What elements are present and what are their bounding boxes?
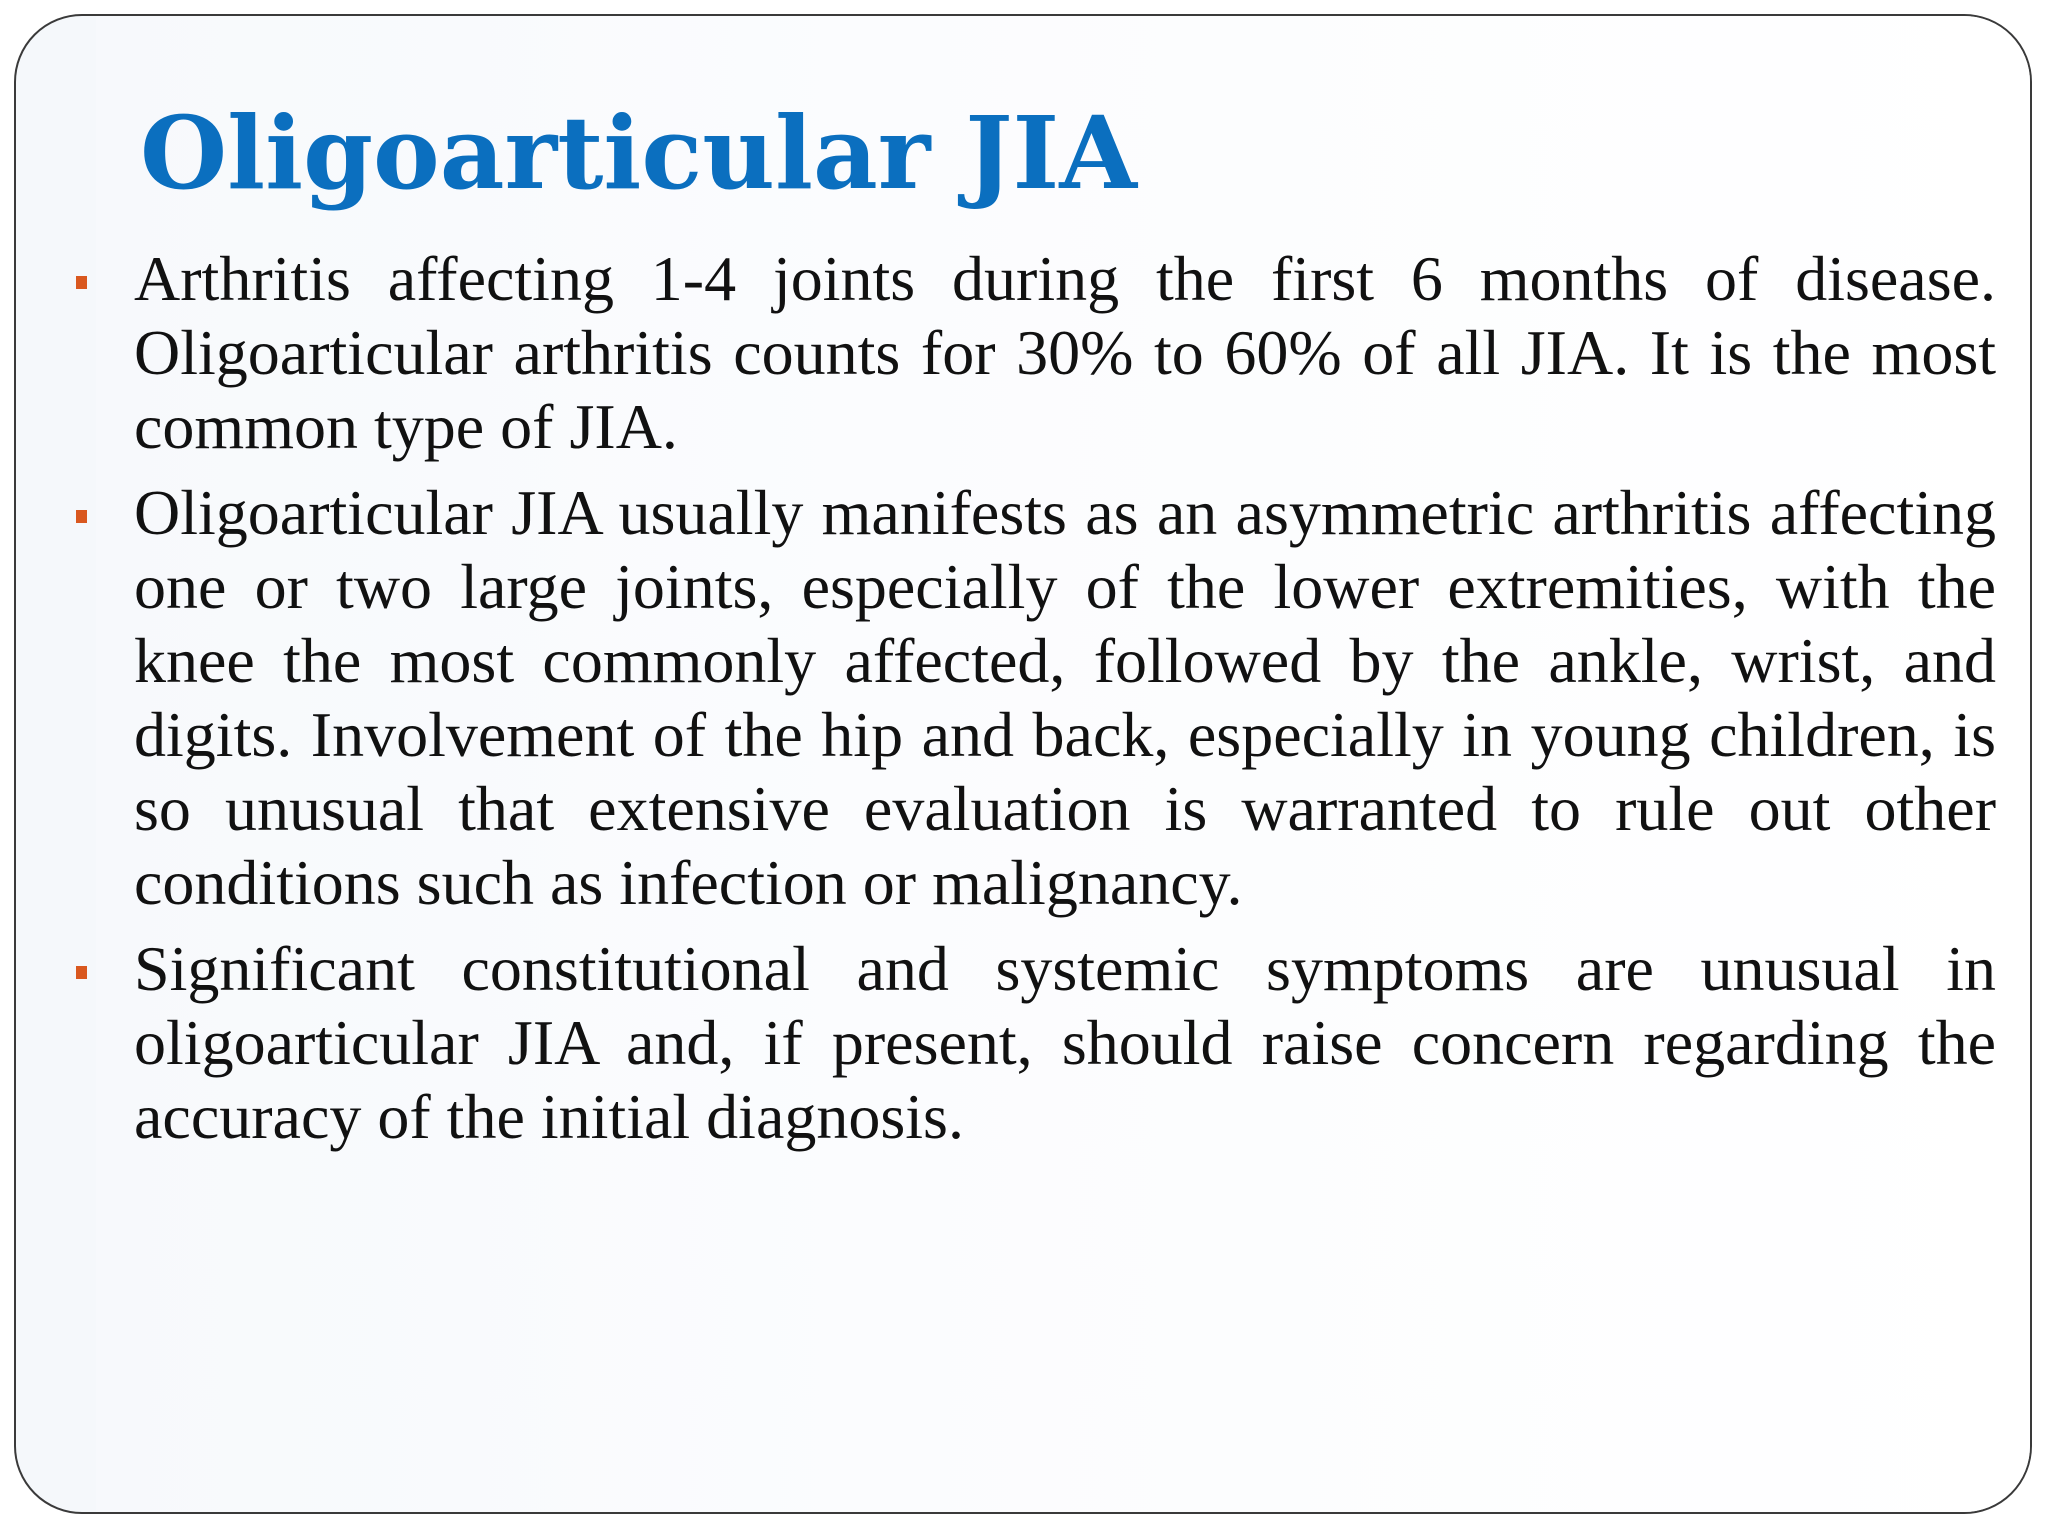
bullet-item-2 — [66, 476, 1996, 920]
slide-title: Oligoarticular JIA — [140, 94, 1137, 212]
bullet-text-3: Significant constitutional and systemic symptoms are unusual in oligoarticular JIA and, if present, should raise concern regarding the accuracy of the initial diagnosis. — [134, 933, 1996, 1152]
bullet-item-1 — [66, 242, 1996, 464]
bullet-item-3 — [66, 932, 1996, 1154]
slide-frame — [14, 14, 2032, 1514]
square-bullet-icon — [76, 276, 87, 289]
square-bullet-icon — [76, 966, 87, 979]
bullet-text-1: Arthritis affecting 1-4 joints during the first 6 months of disease. Oligoarticular arthritis counts for 30% to 60% of all JIA. It is the most common type of JIA. — [134, 243, 1996, 462]
bullet-list — [66, 242, 1996, 1166]
square-bullet-icon — [76, 510, 87, 523]
bullet-text-2: Oligoarticular JIA usually manifests as an asymmetric arthritis affecting one or two large joints, especially of the lower extremities, with the knee the most commonly affected, followed by the ankle, wrist, and digits. Involvement of the hip and back, especially in young children, is so unusual that extensive evaluation is warranted to rule out other conditions such as infection or malignancy. — [134, 477, 1996, 918]
